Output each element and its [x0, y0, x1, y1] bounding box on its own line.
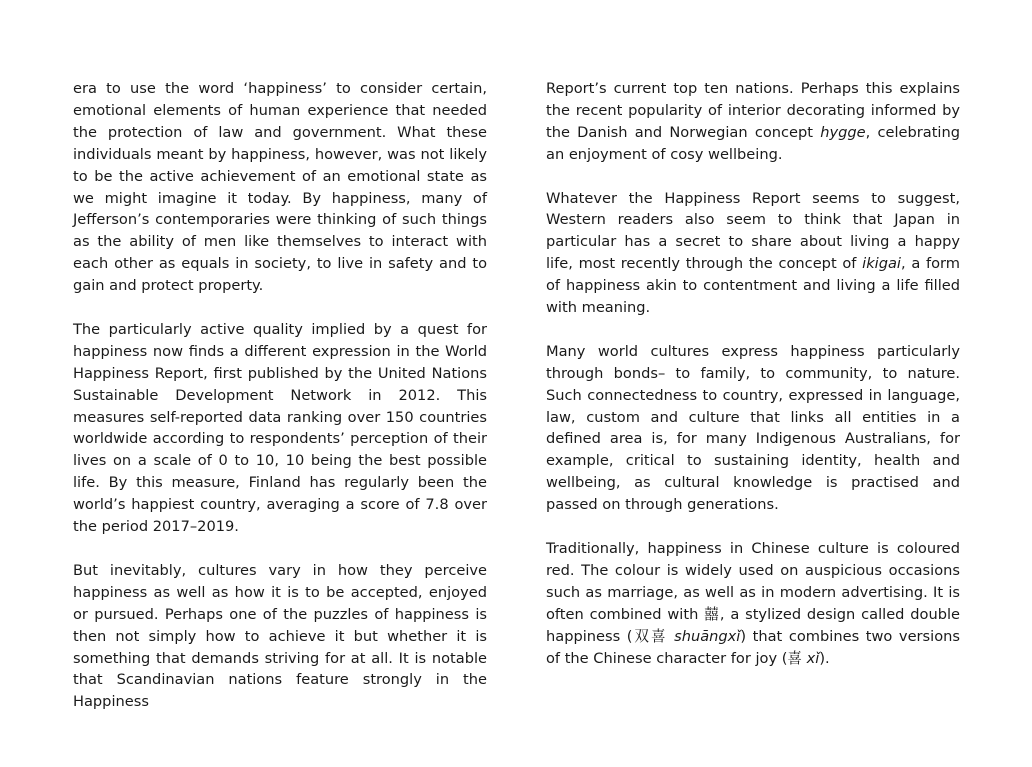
- term-shuangxi: shuāngxǐ: [674, 627, 741, 645]
- right-p1-text-a: Report’s current top ten nations. Perhaps this explains the recent popularity of interior decorating informed by the Danish and Norwegian concept: [546, 80, 960, 141]
- term-hygge: hygge: [820, 123, 866, 141]
- left-paragraph-3: But inevitably, cultures vary in how they perceive happiness as well as how it is to be accepted, enjoyed or pursued. Perhaps one of the puzzles of happiness is then not simply how to achieve it but whether it is something that demands striving for at all. It is notable that Scandinavian nations feature strongly in the Happiness: [73, 561, 487, 711]
- right-paragraph-4: [546, 538, 960, 669]
- left-column: [73, 78, 487, 713]
- right-paragraph-2: [546, 188, 960, 319]
- right-p4-text-c: ).: [819, 649, 830, 667]
- left-paragraph-2: The particularly active quality implied by a quest for happiness now finds a different expression in the World Happiness Report, first published by the United Nations Sustainable Development Network in 2012. This measures self-reported data ranking over 150 countries worldwide according to respondents’ perception of their lives on a scale of 0 to 10, 10 being the best possible life. By this measure, Finland has regularly been the world’s happiest country, averaging a score of 7.8 over the period 2017–2019.: [73, 320, 487, 536]
- right-p1-text-b: , celebrating an enjoyment of cosy wellbeing.: [546, 123, 960, 163]
- right-p2-text-b: , a form of happiness akin to contentment and living a life filled with meaning.: [546, 255, 960, 317]
- right-paragraph-1: [546, 78, 960, 166]
- right-p4-text-b: ) that combines two versions of the Chinese character for joy (喜: [546, 627, 960, 667]
- right-p2-text-a: Whatever the Happiness Report seems to suggest, Western readers also seem to think that Japan in particular has a secret to share about living a happy life, most recently through the concept of: [546, 189, 960, 273]
- right-p4-text-a: Traditionally, happiness in Chinese culture is coloured red. The colour is widely used on auspicious occasions such as marriage, as well as in modern advertising. It is often combined with 囍, a stylized design called double happiness (双喜: [546, 539, 960, 645]
- right-paragraph-3: Many world cultures express happiness particularly through bonds– to family, to community, to nature. Such connectedness to country, expressed in language, law, custom and culture that links all entities in a defined area is, for many Indigenous Australians, for example, critical to sustaining identity, health and wellbeing, as cultural knowledge is practised and passed on through generations.: [546, 342, 960, 514]
- term-xi: xǐ: [806, 649, 820, 667]
- right-column: [546, 78, 960, 669]
- left-paragraph-1: era to use the word ‘happiness’ to consider certain, emotional elements of human experience that needed the protection of law and government. What these individuals meant by happiness, however, was not likely to be the active achievement of an emotional state as we might imagine it today. By happiness, many of Jefferson’s contemporaries were thinking of such things as the ability of men like themselves to interact with each other as equals in society, to live in safety and to gain and protect property.: [73, 80, 487, 295]
- term-ikigai: ikigai: [862, 255, 901, 273]
